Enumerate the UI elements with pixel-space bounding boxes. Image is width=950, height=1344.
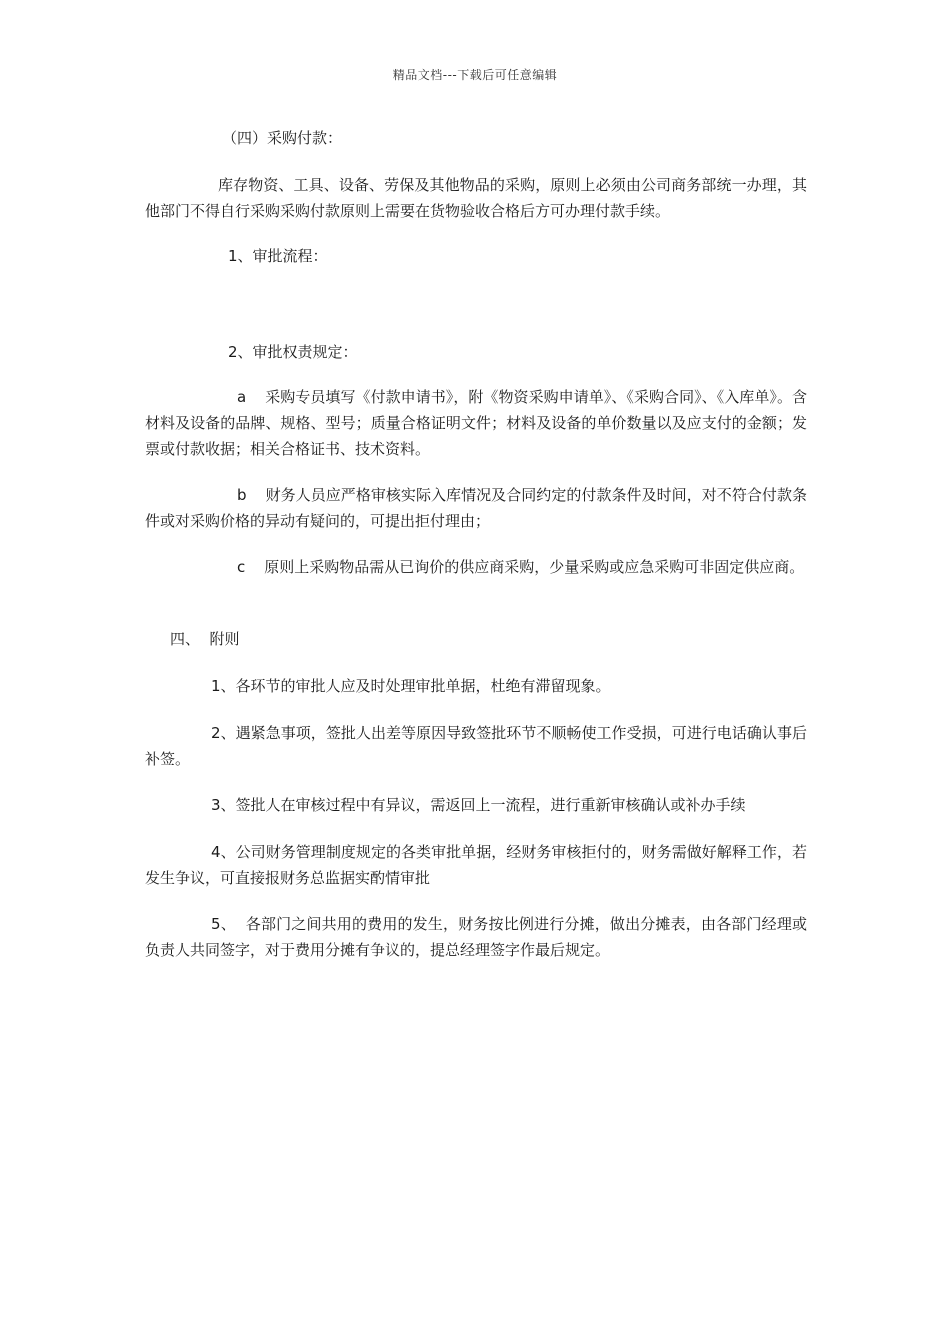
item-b-paragraph (145, 482, 807, 534)
page-header: 精品文档---下载后可任意编辑 (392, 68, 558, 82)
section-title-purchase-payment: （四）采购付款： (222, 129, 343, 147)
item-b-label: b (237, 486, 247, 504)
item-c-paragraph (145, 554, 807, 580)
appendix-heading: 四、 附则 (170, 630, 240, 648)
appendix-rule-5: 5、 各部门之间共用的费用的发生，财务按比例进行分摊，做出分摊表，由各部门经理或负责人共同签字，对于费用分摊有争议的，提总经理签字作最后规定。 (145, 915, 807, 959)
appendix-rule-2: 2、遇紧急事项，签批人出差等原因导致签批环节不顺畅使工作受损，可进行电话确认事后补签。 (145, 724, 807, 768)
item-a-paragraph (145, 384, 807, 462)
item-c-label: c (237, 558, 246, 576)
appendix-rule-1: 1、各环节的审批人应及时处理审批单据，杜绝有滞留现象。 (211, 677, 611, 695)
approval-flow-heading: 1、审批流程： (228, 247, 328, 265)
item-c-text: 原则上采购物品需从已询价的供应商采购，少量采购或应急采购可非固定供应商。 (264, 558, 805, 576)
item-a-label: a (237, 388, 247, 406)
item-a-text: 采购专员填写《付款申请书》，附《物资采购申请单》、《采购合同》、《入库单》。含材料及设备的品牌、规格、型号；质量合格证明文件；材料及设备的单价数量以及应支付的金额；发票或付款收据；相关合格证书、技术资料。 (145, 388, 807, 458)
purchase-payment-intro: 库存物资、工具、设备、劳保及其他物品的采购，原则上必须由公司商务部统一办理，其他部门不得自行采购采购付款原则上需要在货物验收合格后方可办理付款手续。 (145, 176, 807, 220)
appendix-rule-3: 3、签批人在审核过程中有异议，需返回上一流程，进行重新审核确认或补办手续 (211, 796, 746, 814)
item-b-text: 财务人员应严格审核实际入库情况及合同约定的付款条件及时间，对不符合付款条件或对采购价格的异动有疑问的，可提出拒付理由； (145, 486, 807, 530)
appendix-rule-4: 4、公司财务管理制度规定的各类审批单据，经财务审核拒付的，财务需做好解释工作，若发生争议，可直接报财务总监据实酌情审批 (145, 843, 807, 887)
approval-rights-heading: 2、审批权责规定： (228, 343, 358, 361)
